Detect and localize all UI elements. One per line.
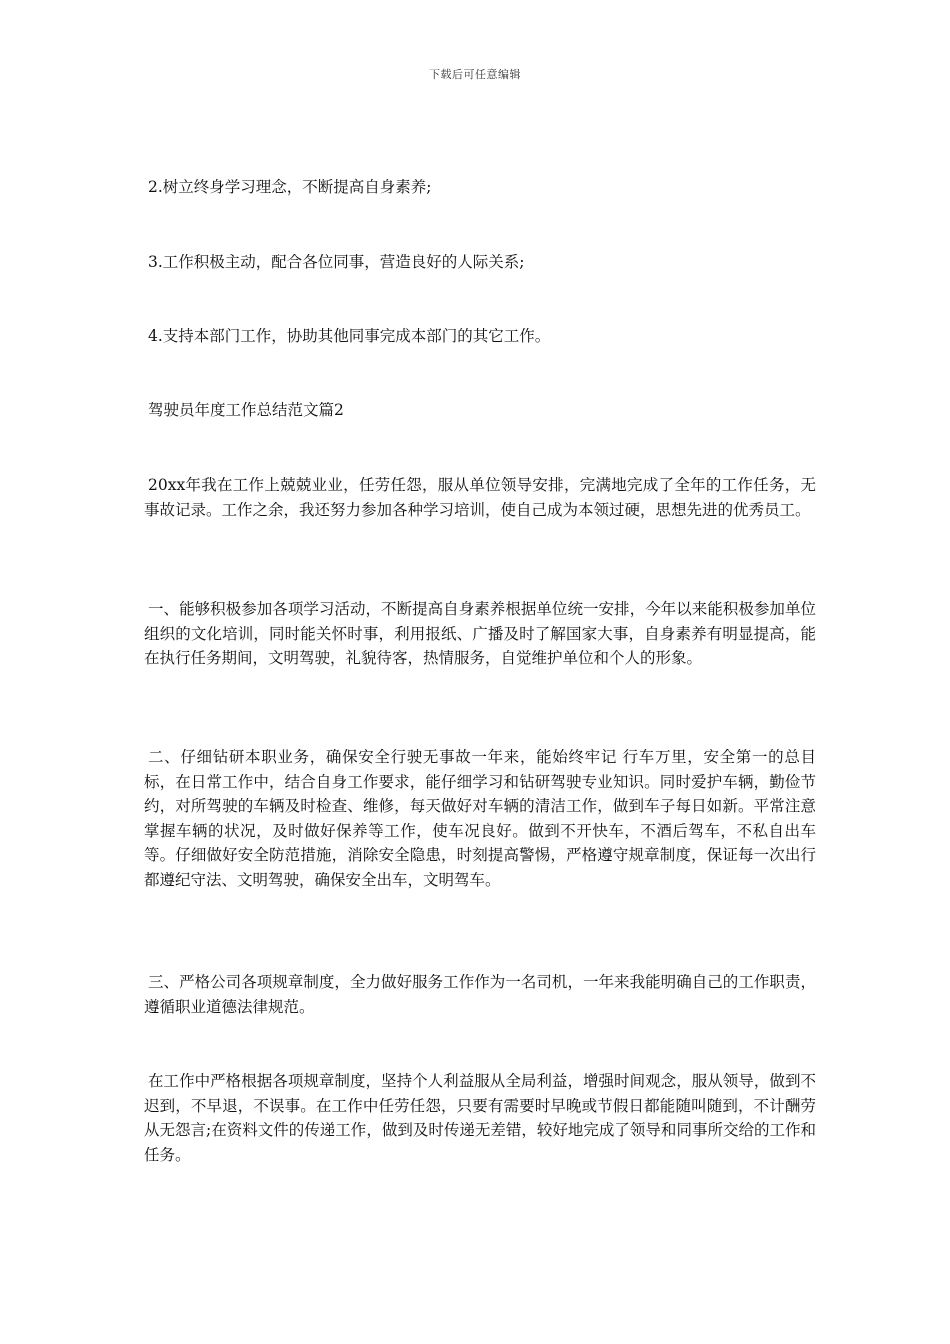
section-title: 驾驶员年度工作总结范文篇2 [148, 401, 344, 419]
paragraph-intro: 20xx年我在工作上兢兢业业，任劳任怨，服从单位领导安排，完满地完成了全年的工作任务，无事故记录。工作之余，我还努力参加各种学习培训，使自己成为本领过硬，思想先进的优秀员工。 [144, 476, 816, 519]
paragraph-section-1: 一、能够积极参加各项学习活动，不断提高自身素养根据单位统一安排，今年以来能积极参加单位组织的文化培训，同时能关怀时事，利用报纸、广播及时了解国家大事，自身素养有明显提高，能在执行任务期间，文明驾驶，礼貌待客，热情服务，自觉维护单位和个人的形象。 [144, 600, 816, 667]
paragraph-item-3: 3.工作积极主动，配合各位同事，营造良好的人际关系; [148, 253, 525, 271]
paragraph-section-2: 二、仔细钻研本职业务，确保安全行驶无事故一年来，能始终牢记 行车万里，安全第一的总目标，在日常工作中，结合自身工作要求，能仔细学习和钻研驾驶专业知识。同时爱护车辆，勤俭节约，对所驾驶的车辆及时检查、维修，每天做好对车辆的清洁工作，做到车子每日如新。平常注意掌握车辆的状况，及时做好保养等工作，使车况良好。做到不开快车，不酒后驾车，不私自出车等。仔细做好安全防范措施，消除安全隐患，时刻提高警惕，严格遵守规章制度，保证每一次出行都遵纪守法、文明驾驶，确保安全出车，文明驾车。 [144, 748, 816, 889]
paragraph-item-4: 4.支持本部门工作，协助其他同事完成本部门的其它工作。 [148, 327, 551, 345]
paragraph-work-conduct: 在工作中严格根据各项规章制度，坚持个人利益服从全局利益，增强时间观念，服从领导，做到不迟到，不早退，不误事。在工作中任劳任怨，只要有需要时早晚或节假日都能随叫随到，不计酬劳从无怨言;在资料文件的传递工作，做到及时传递无差错，较好地完成了领导和同事所交给的工作和任务。 [144, 1072, 816, 1164]
paragraph-section-3: 三、严格公司各项规章制度，全力做好服务工作作为一名司机，一年来我能明确自己的工作职责，遵循职业道德法律规范。 [144, 973, 816, 1016]
paragraph-item-2: 2.树立终身学习理念，不断提高自身素养; [148, 178, 432, 196]
page-header-note: 下载后可任意编辑 [429, 68, 521, 81]
